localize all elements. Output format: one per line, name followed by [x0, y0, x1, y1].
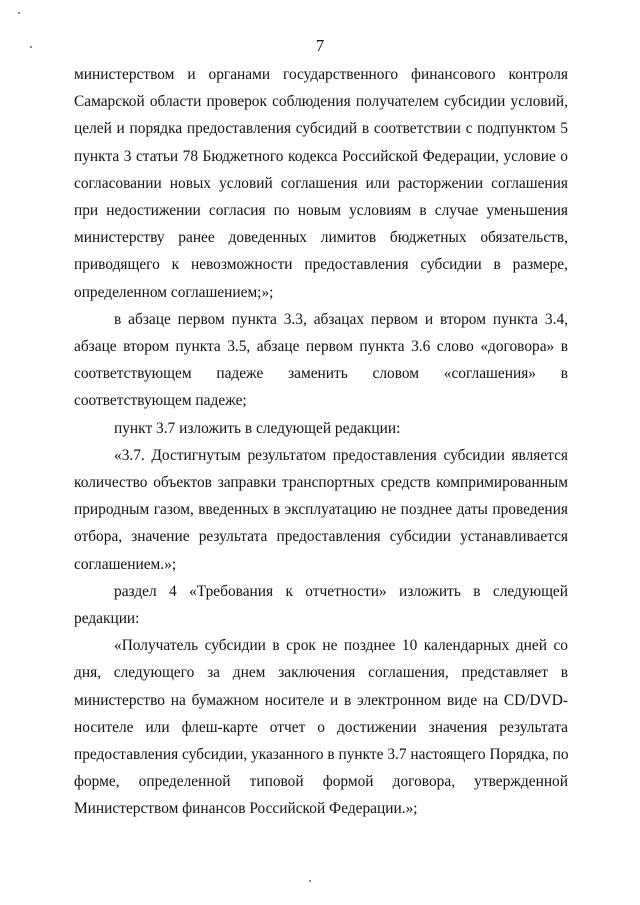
text-line: согласовании новых условий соглашения или расторжении соглашения — [74, 174, 568, 192]
text-line: редакции: — [74, 610, 140, 628]
text-line: целей и порядка предоставления субсидий в соответствии с подпунктом 5 — [74, 120, 568, 138]
text-line: Самарской области проверок соблюдения получателем субсидии условий, — [74, 93, 568, 111]
text-line: форме, определенной типовой формой договора, утвержденной — [74, 773, 568, 791]
text-line: министерством и органами государственного финансового контроля — [74, 66, 568, 83]
text-line: отбора, значение результата предоставления субсидии устанавливается — [74, 528, 568, 546]
text-line: определенном соглашением;»; — [74, 283, 274, 301]
paragraph — [74, 61, 568, 306]
text-line: дня, следующего за днем заключения соглашения, представляет в — [74, 664, 568, 682]
page-number: 7 — [315, 36, 325, 55]
text-line: соответствующем падеже; — [74, 392, 247, 410]
text-line: министерству ранее доведенных лимитов бюджетных обязательств, — [74, 229, 568, 247]
text-line: министерство на бумажном носителе и в электронном виде на CD/DVD- — [74, 691, 568, 709]
text-line: природным газом, введенных в эксплуатацию не позднее даты проведения — [74, 501, 568, 519]
text-line: приводящего к невозможности предоставления субсидии в размере, — [74, 256, 568, 274]
text-line: Министерством финансов Российской Федерации.»; — [74, 800, 418, 818]
text-line: соглашением.»; — [74, 555, 177, 573]
paragraph — [74, 578, 568, 632]
paragraph — [74, 442, 568, 578]
text-line: в абзаце первом пункта 3.3, абзацах первом и втором пункта 3.4, — [114, 310, 568, 328]
text-line: «3.7. Достигнутым результатом предоставления субсидии является — [114, 446, 568, 464]
text-line: пункт 3.7 изложить в следующей редакции: — [114, 419, 401, 437]
text-line: носителе или флеш-карте отчет о достижении значения результата — [74, 718, 568, 736]
scan-speck — [30, 46, 32, 48]
scan-speck — [18, 12, 20, 14]
paragraph — [74, 415, 568, 442]
text-line: абзаце втором пункта 3.5, абзаце первом пункта 3.6 слово «договора» в — [74, 338, 568, 356]
text-line: соответствующем падеже заменить словом «соглашения» в — [74, 365, 568, 383]
text-line: количество объектов заправки транспортных средств компримированным — [74, 474, 568, 492]
text-line: предоставления субсидии, указанного в пункте 3.7 настоящего Порядка, по — [74, 746, 569, 764]
text-line: при недостижении согласия по новым условиям в случае уменьшения — [74, 202, 568, 220]
document-body — [74, 61, 568, 823]
text-line: пункта 3 статьи 78 Бюджетного кодекса Российской Федерации, условие о — [74, 147, 568, 165]
paragraph — [74, 306, 568, 415]
scan-speck — [309, 880, 311, 882]
text-line: «Получатель субсидии в срок не позднее 10 календарных дней со — [114, 637, 568, 655]
text-line: раздел 4 «Требования к отчетности» изложить в следующей — [114, 582, 568, 600]
paragraph — [74, 632, 568, 822]
